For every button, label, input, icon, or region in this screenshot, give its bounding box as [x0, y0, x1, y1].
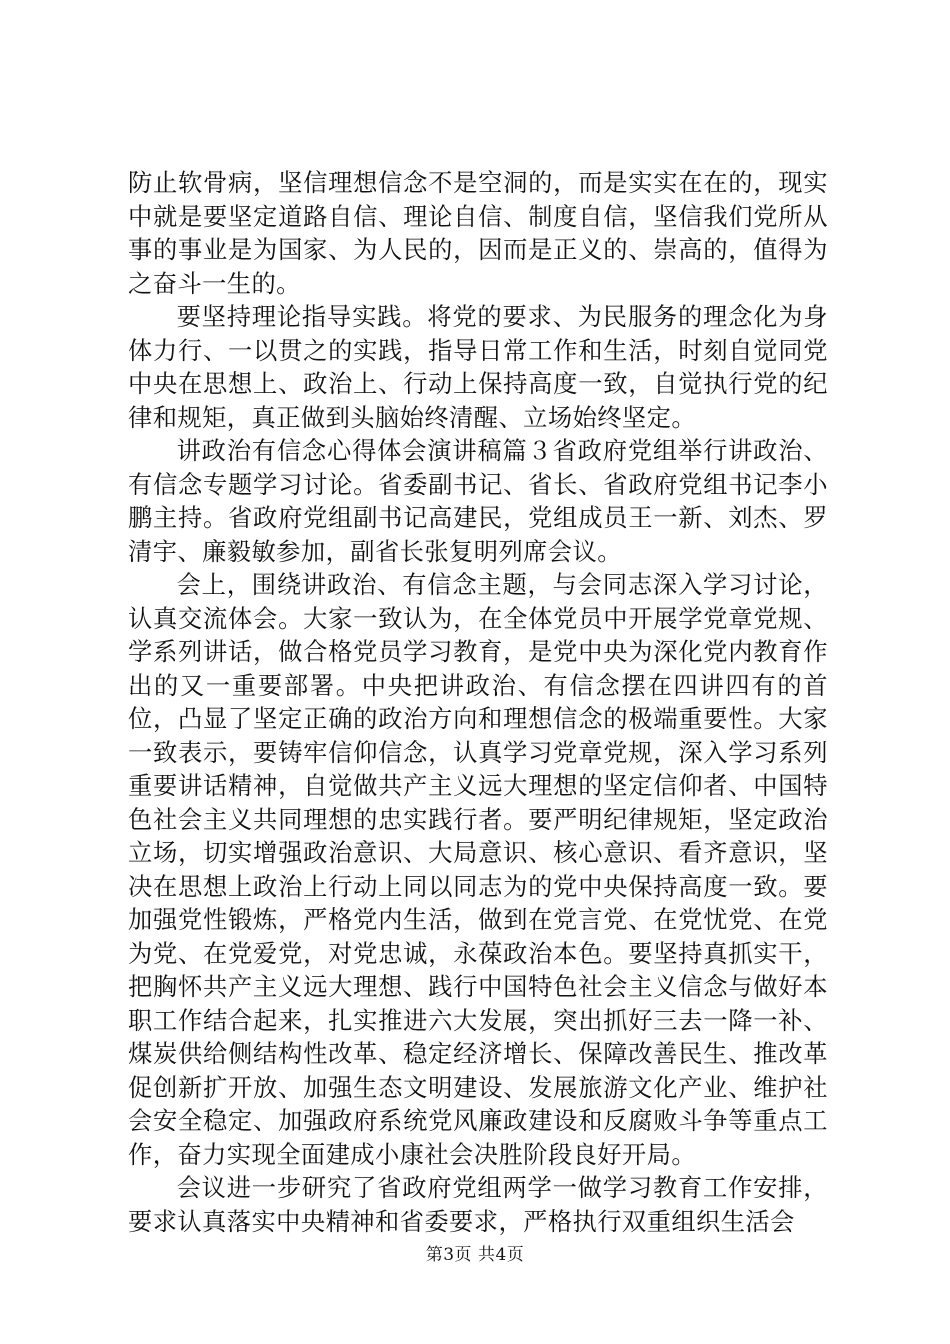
document-body: [128, 166, 828, 1238]
paragraph-article-3-intro: 讲政治有信念心得体会演讲稿篇３省政府党组举行讲政治、有信念专题学习讨论。省委副书记、省长、省政府党组书记李小鹏主持。省政府党组副书记高建民，党组成员王一新、刘杰、罗清宇、廉毅敏参加，副省长张复明列席会议。: [128, 436, 828, 566]
paragraph-theory-practice: 要坚持理论指导实践。将党的要求、为民服务的理念化为身体力行、一以贯之的实践，指导日常工作和生活，时刻自觉同党中央在思想上、政治上、行动上保持高度一致，自觉执行党的纪律和规矩，真正做到头脑始终清醒、立场始终坚定。: [128, 302, 828, 432]
paragraph-meeting-arrangement: 会议进一步研究了省政府党组两学一做学习教育工作安排，要求认真落实中央精神和省委要求，严格执行双重组织生活会: [128, 1173, 828, 1236]
paragraph-continued: 防止软骨病，坚信理想信念不是空洞的，而是实实在在的，现实中就是要坚定道路自信、理论自信、制度自信，坚信我们党所从事的事业是为国家、为人民的，因而是正义的、崇高的，值得为之奋斗一生的。: [128, 168, 828, 298]
page-number-footer: 第3页 共4页: [425, 1245, 525, 1265]
paragraph-meeting-discussion: 会上，围绕讲政治、有信念主题，与会同志深入学习讨论，认真交流体会。大家一致认为，在全体党员中开展学党章党规、学系列讲话，做合格党员学习教育，是党中央为深化党内教育作出的又一重要部署。中央把讲政治、有信念摆在四讲四有的首位，凸显了坚定正确的政治方向和理想信念的极端重要性。大家一致表示，要铸牢信仰信念，认真学习党章党规，深入学习系列重要讲话精神，自觉做共产主义远大理想的坚定信仰者、中国特色社会主义共同理想的忠实践行者。要严明纪律规矩，坚定政治立场，切实增强政治意识、大局意识、核心意识、看齐意识，坚决在思想上政治上行动上同以同志为的党中央保持高度一致。要加强党性锻炼，严格党内生活，做到在党言党、在党忧党、在党为党、在党爱党，对党忠诚，永葆政治本色。要坚持真抓实干，把胸怀共产主义远大理想、践行中国特色社会主义信念与做好本职工作结合起来，扎实推进六大发展，突出抓好三去一降一补、煤炭供给侧结构性改革、稳定经济增长、保障改善民生、推改革促创新扩开放、加强生态文明建设、发展旅游文化产业、维护社会安全稳定、加强政府系统党风廉政建设和反腐败斗争等重点工作，奋力实现全面建成小康社会决胜阶段良好开局。: [128, 570, 828, 1169]
